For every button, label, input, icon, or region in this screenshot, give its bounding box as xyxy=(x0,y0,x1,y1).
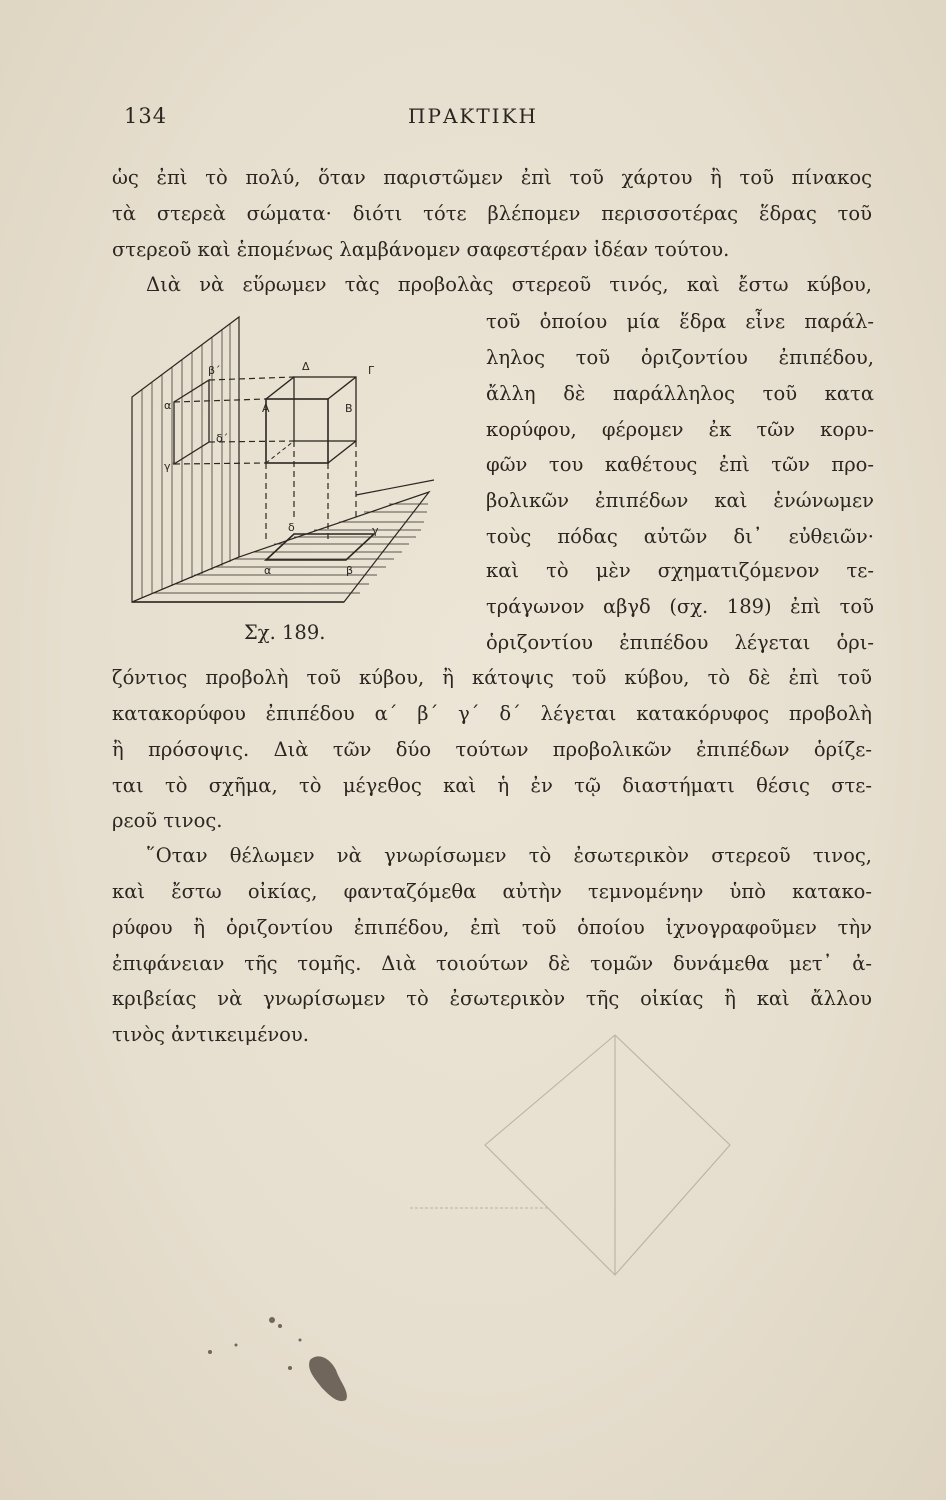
text-line: στερεοῦ καὶ ἑπομένως λαμβάνομεν σαφεστέραν ἰδέαν τούτου. xyxy=(112,238,730,261)
text-line: ται τὸ σχῆμα, τὸ μέγεθος καὶ ἡ ἐν τῷ διαστήματι θέσις στε- xyxy=(112,774,872,797)
text-line: κριβείας νὰ γνωρίσωμεν τὸ ἐσωτερικὸν τῆς οἰκίας ἢ καὶ ἄλλου xyxy=(112,987,872,1010)
text-line: καὶ τὸ μὲν σχηματιζόμενον τε- xyxy=(486,559,874,582)
text-line: ῞Οταν θέλωμεν νὰ γνωρίσωμεν τὸ ἐσωτερικὸν στερεοῦ τινος, xyxy=(146,844,872,867)
text-line: βολικῶν ἐπιπέδων καὶ ἑνώνωμεν xyxy=(486,489,874,512)
label-upper-delta: Δ xyxy=(302,360,310,373)
label-upper-beta: Β xyxy=(345,402,353,415)
text-line: ἢ πρόσοψις. Διὰ τῶν δύο τούτων προβολικῶν ἐπιπέδων ὁρίζε- xyxy=(112,738,872,761)
label-upper-gamma: Γ xyxy=(368,364,375,377)
label-upper-alpha: Α xyxy=(262,402,270,415)
text-line: ὡς ἐπὶ τὸ πολύ, ὅταν παριστῶμεν ἐπὶ τοῦ χάρτου ἢ τοῦ πίνακος xyxy=(112,166,872,189)
pencil-diamond xyxy=(485,1035,730,1275)
label-plan-beta: β xyxy=(346,564,354,577)
page-header xyxy=(0,100,946,134)
text-line: καὶ ἔστω οἰκίας, φανταζόμεθα αὐτὴν τεμνομένην ὑπὸ κατακο- xyxy=(112,880,872,903)
text-line: τὰ στερεὰ σώματα· διότι τότε βλέπομεν περισσοτέρας ἕδρας τοῦ xyxy=(112,202,872,225)
text-line: ὁριζοντίου ἐπιπέδου λέγεται ὁρι- xyxy=(486,631,874,654)
pencil-sketch xyxy=(400,1030,870,1330)
running-title: ΠΡΑΚΤΙΚΗ xyxy=(408,104,538,128)
text-line: κατακορύφου ἐπιπέδου α΄ β΄ γ΄ δ΄ λέγεται κατακόρυφος προβολὴ xyxy=(112,702,872,725)
text-line: ζόντιος προβολὴ τοῦ κύβου, ἢ κάτοψις τοῦ κύβου, τὸ δὲ ἐπὶ τοῦ xyxy=(112,666,872,689)
label-vertical-alpha-prime: α΄ xyxy=(164,399,177,412)
label-vertical-gamma-prime: γ΄ xyxy=(164,460,177,473)
label-plan-alpha: α xyxy=(264,564,272,577)
page-number: 134 xyxy=(124,104,168,128)
text-line: ρεοῦ τινος. xyxy=(112,809,223,832)
figure-caption: Σχ. 189. xyxy=(244,621,326,644)
text-line: τινὸς ἀντικειμένου. xyxy=(112,1023,309,1046)
text-line: ἄλλη δὲ παράλληλος τοῦ κατα xyxy=(486,382,874,405)
label-vertical-delta-prime: δ΄ xyxy=(216,432,229,445)
ink-stain xyxy=(190,1300,390,1410)
cube-projection-figure xyxy=(124,312,454,612)
text-line: ρύφου ἢ ὁριζοντίου ἐπιπέδου, ἐπὶ τοῦ ὁποίου ἰχνογραφοῦμεν τὴν xyxy=(112,916,872,939)
text-line: φῶν του καθέτους ἐπὶ τῶν προ- xyxy=(486,453,874,476)
text-line: ἐπιφάνειαν τῆς τομῆς. Διὰ τοιούτων δὲ τομῶν δυνάμεθα μετ᾽ ἀ- xyxy=(112,952,872,975)
text-line: κορύφου, φέρομεν ἐκ τῶν κορυ- xyxy=(486,418,874,441)
text-line: ληλος τοῦ ὁριζοντίου ἐπιπέδου, xyxy=(486,346,874,369)
plan-square xyxy=(266,534,374,560)
label-plan-gamma: γ xyxy=(372,524,379,537)
vertical-plane xyxy=(132,317,239,602)
cube-front-face xyxy=(266,399,328,463)
text-line: τοὺς πόδας αὐτῶν δι᾽ εὐθειῶν· xyxy=(486,525,874,548)
text-line: τοῦ ὁποίου μία ἕδρα εἶνε παράλ- xyxy=(486,310,874,333)
text-line: τράγωνον αβγδ (σχ. 189) ἐπὶ τοῦ xyxy=(486,595,874,618)
label-vertical-beta-prime: β΄ xyxy=(208,364,221,377)
text-line: Διὰ νὰ εὕρωμεν τὰς προβολὰς στερεοῦ τινός, καὶ ἔστω κύβου, xyxy=(146,273,872,296)
label-plan-delta: δ xyxy=(288,521,295,534)
